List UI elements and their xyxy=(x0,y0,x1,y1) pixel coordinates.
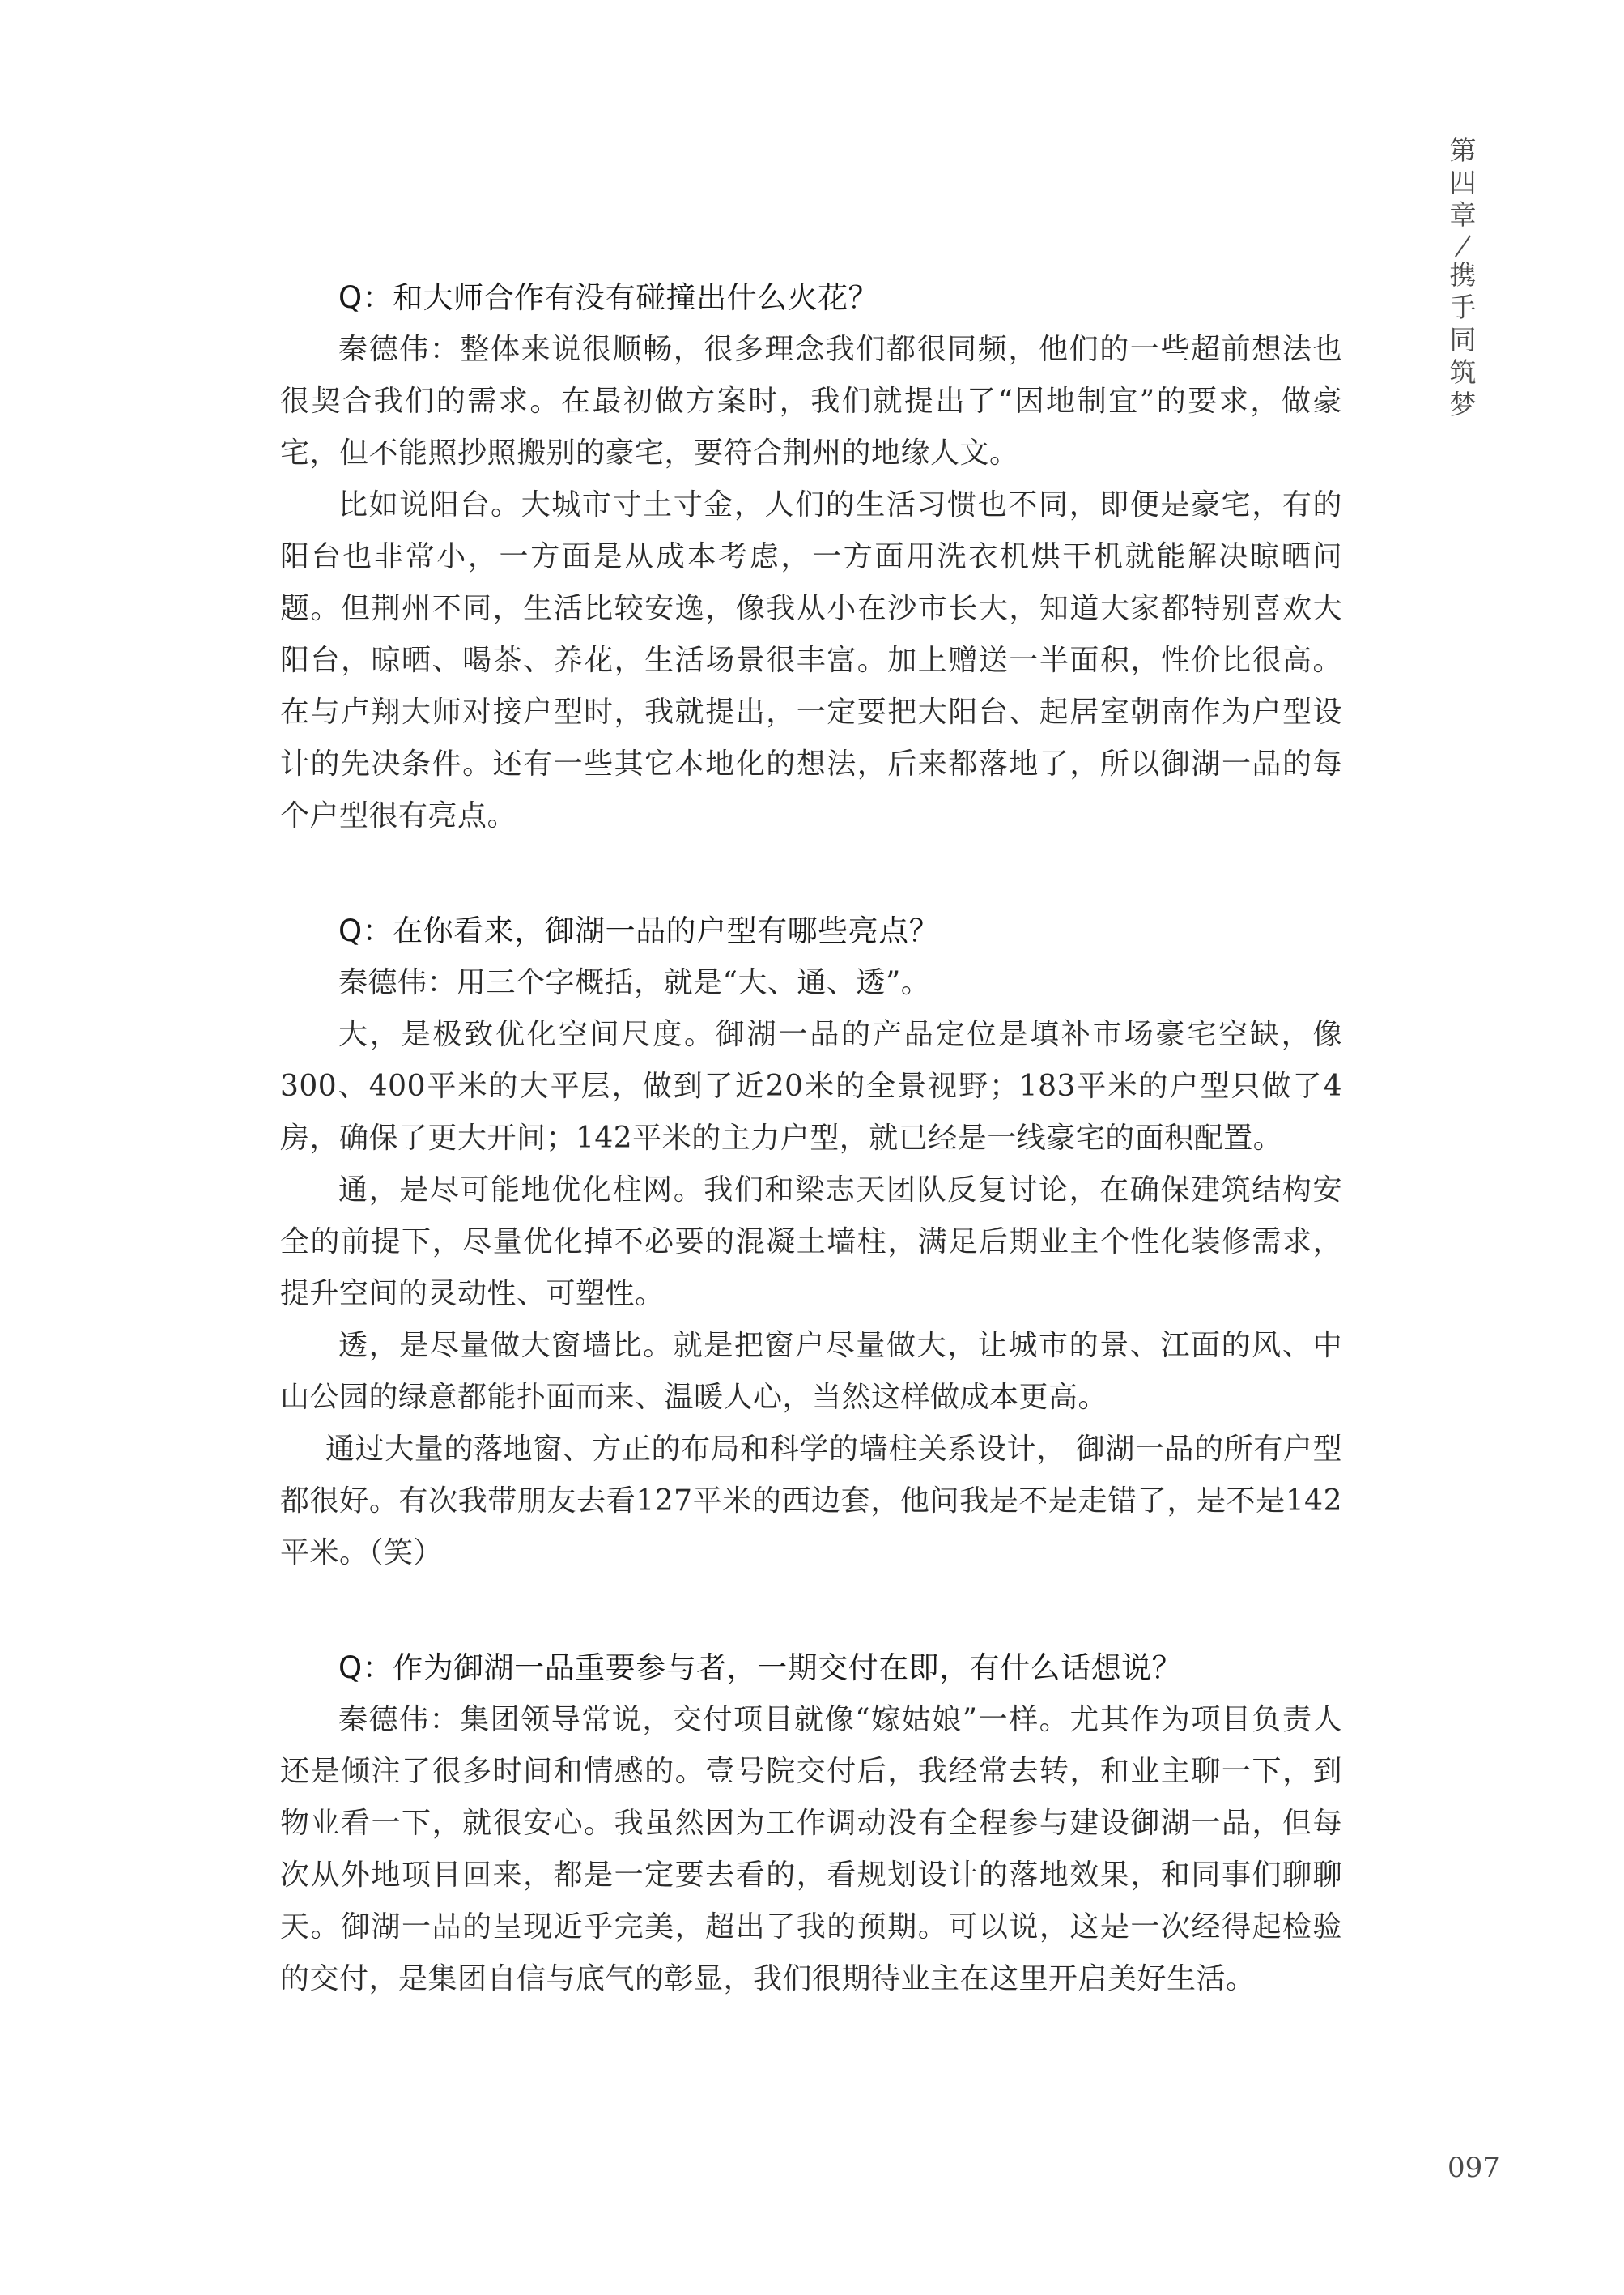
answer-paragraph: 通过大量的落地窗、方正的布局和科学的墙柱关系设计， 御湖一品的所有户型都很好。有次我带朋友去看127平米的西边套，他问我是不是走错了，是不是142平米。（笑） xyxy=(280,1433,1342,1569)
answer-paragraph: 通，是尽可能地优化柱网。我们和梁志天团队反复讨论，在确保建筑结构安全的前提下，尽量优化掉不必要的混凝土墙柱，满足后期业主个性化装修需求，提升空间的灵动性、可塑性。 xyxy=(280,1173,1342,1310)
answer-paragraph: 秦德伟：集团领导常说，交付项目就像“嫁姑娘”一样。尤其作为项目负责人还是倾注了很多时间和情感的。壹号院交付后，我经常去转，和业主聊一下，到物业看一下，就很安心。我虽然因为工作调动没有全程参与建设御湖一品，但每次从外地项目回来，都是一定要去看的，看规划设计的落地效果，和同事们聊聊天。御湖一品的呈现近乎完美，超出了我的预期。可以说，这是一次经得起检验的交付，是集团自信与底气的彰显，我们很期待业主在这里开启美好生活。 xyxy=(280,1703,1342,1995)
chapter-title xyxy=(1450,259,1477,421)
chapter-number-char: 第 xyxy=(1449,134,1477,166)
chapter-separator-slash xyxy=(1452,232,1473,259)
answer-paragraph: 大，是极致优化空间尺度。御湖一品的产品定位是填补市场豪宅空缺，像300、400平米的大平层，做到了近20米的全景视野；183平米的户型只做了4房，确保了更大开间；142平米的主力户型，就已经是一线豪宅的面积配置。 xyxy=(280,1018,1342,1155)
chapter-title-char: 同 xyxy=(1449,324,1477,356)
chapter-tab xyxy=(1435,134,1491,421)
qa-section-1 xyxy=(280,272,1342,842)
chapter-number-char: 章 xyxy=(1449,199,1477,231)
chapter-title-char: 筑 xyxy=(1449,356,1477,388)
answer-paragraph: 秦德伟：用三个字概括，就是“大、通、透”。 xyxy=(338,966,931,999)
question-heading: Q：在你看来，御湖一品的户型有哪些亮点？ xyxy=(338,913,940,948)
article-body xyxy=(280,272,1342,2005)
chapter-title-char: 梦 xyxy=(1449,389,1477,420)
chapter-number-char: 四 xyxy=(1449,167,1477,198)
answer-paragraph: 秦德伟：整体来说很顺畅，很多理念我们都很同频，他们的一些超前想法也很契合我们的需求。在最初做方案时，我们就提出了“因地制宜”的要求，做豪宅，但不能照抄照搬别的豪宅，要符合荆州的地缘人文。 xyxy=(280,333,1342,470)
question-heading: Q：作为御湖一品重要参与者，一期交付在即，有什么话想说？ xyxy=(338,1650,1183,1685)
answer-paragraph: 比如说阳台。大城市寸土寸金，人们的生活习惯也不同，即便是豪宅，有的阳台也非常小，一方面是从成本考虑，一方面用洗衣机烘干机就能解决晾晒问题。但荆州不同，生活比较安逸，像我从小在沙市长大，知道大家都特别喜欢大阳台，晾晒、喝茶、养花，生活场景很丰富。加上赠送一半面积，性价比很高。在与卢翔大师对接户型时，我就提出，一定要把大阳台、起居室朝南作为户型设计的先决条件。还有一些其它本地化的想法，后来都落地了，所以御湖一品的每个户型很有亮点。 xyxy=(280,488,1342,832)
qa-section-3 xyxy=(280,1642,1342,2005)
answer-paragraph: 透，是尽量做大窗墙比。就是把窗户尽量做大，让城市的景、江面的风、中山公园的绿意都能扑面而来、温暖人心，当然这样做成本更高。 xyxy=(280,1329,1342,1414)
page-number: 097 xyxy=(1448,2152,1500,2184)
question-heading: Q：和大师合作有没有碰撞出什么火花？ xyxy=(338,280,879,315)
chapter-title-char: 手 xyxy=(1449,292,1477,323)
qa-section-2 xyxy=(280,905,1342,1579)
chapter-number-label xyxy=(1450,134,1477,232)
chapter-title-char: 携 xyxy=(1449,259,1477,291)
